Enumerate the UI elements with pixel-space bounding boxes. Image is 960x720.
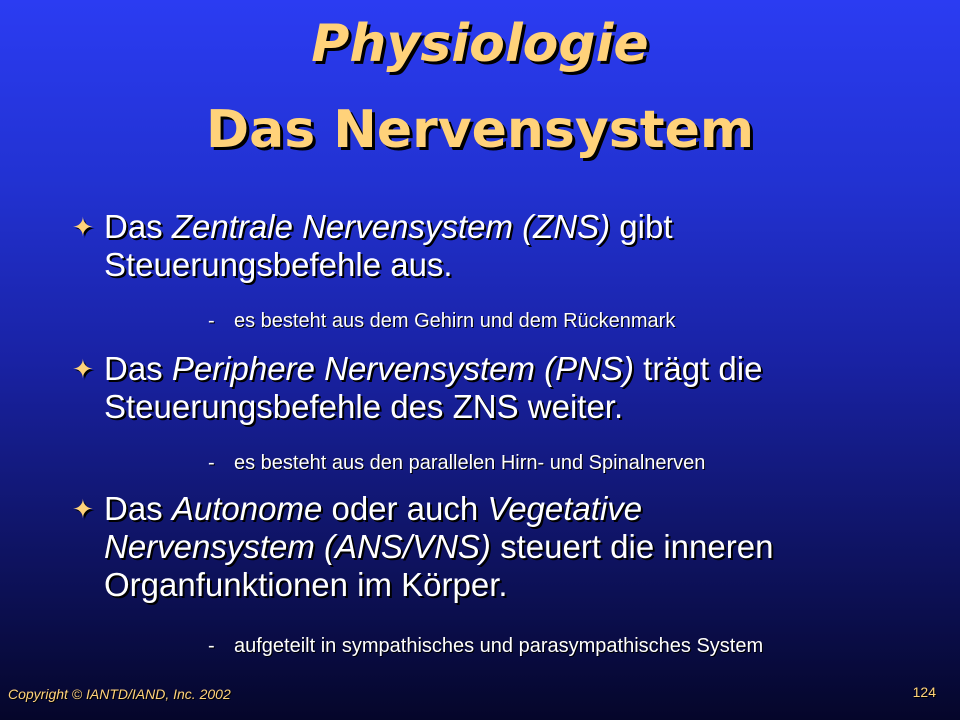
star-bullet-icon: ✦ [72, 494, 94, 524]
bullet-pns [72, 350, 882, 426]
sub-item-pns: - es besteht aus den parallelen Hirn- und Spinalnerven [208, 452, 706, 474]
slide-title: Physiologie [311, 14, 649, 74]
sub-item-ans: - aufgeteilt in sympathisches und parasympathisches System [208, 635, 764, 657]
bullet-zns [72, 208, 792, 284]
slide-subtitle: Das Nervensystem [205, 100, 755, 160]
page-number: 124 [912, 684, 936, 700]
bullet-ans [72, 490, 812, 604]
copyright-text: Copyright © IANTD/IAND, Inc. 2002 [8, 686, 231, 702]
star-bullet-icon: ✦ [72, 212, 94, 242]
bullet-text: Das Autonome oder auch Vegetative Nervensystem (ANS/VNS) steuert die inneren Organfunktionen im Körper. [104, 490, 774, 603]
bullet-text: Das Zentrale Nervensystem (ZNS) gibt Steuerungsbefehle aus. [104, 208, 673, 283]
bullet-text: Das Periphere Nervensystem (PNS) trägt die Steuerungsbefehle des ZNS weiter. [104, 350, 763, 425]
sub-item-zns: - es besteht aus dem Gehirn und dem Rückenmark [208, 310, 676, 332]
star-bullet-icon: ✦ [72, 354, 94, 384]
